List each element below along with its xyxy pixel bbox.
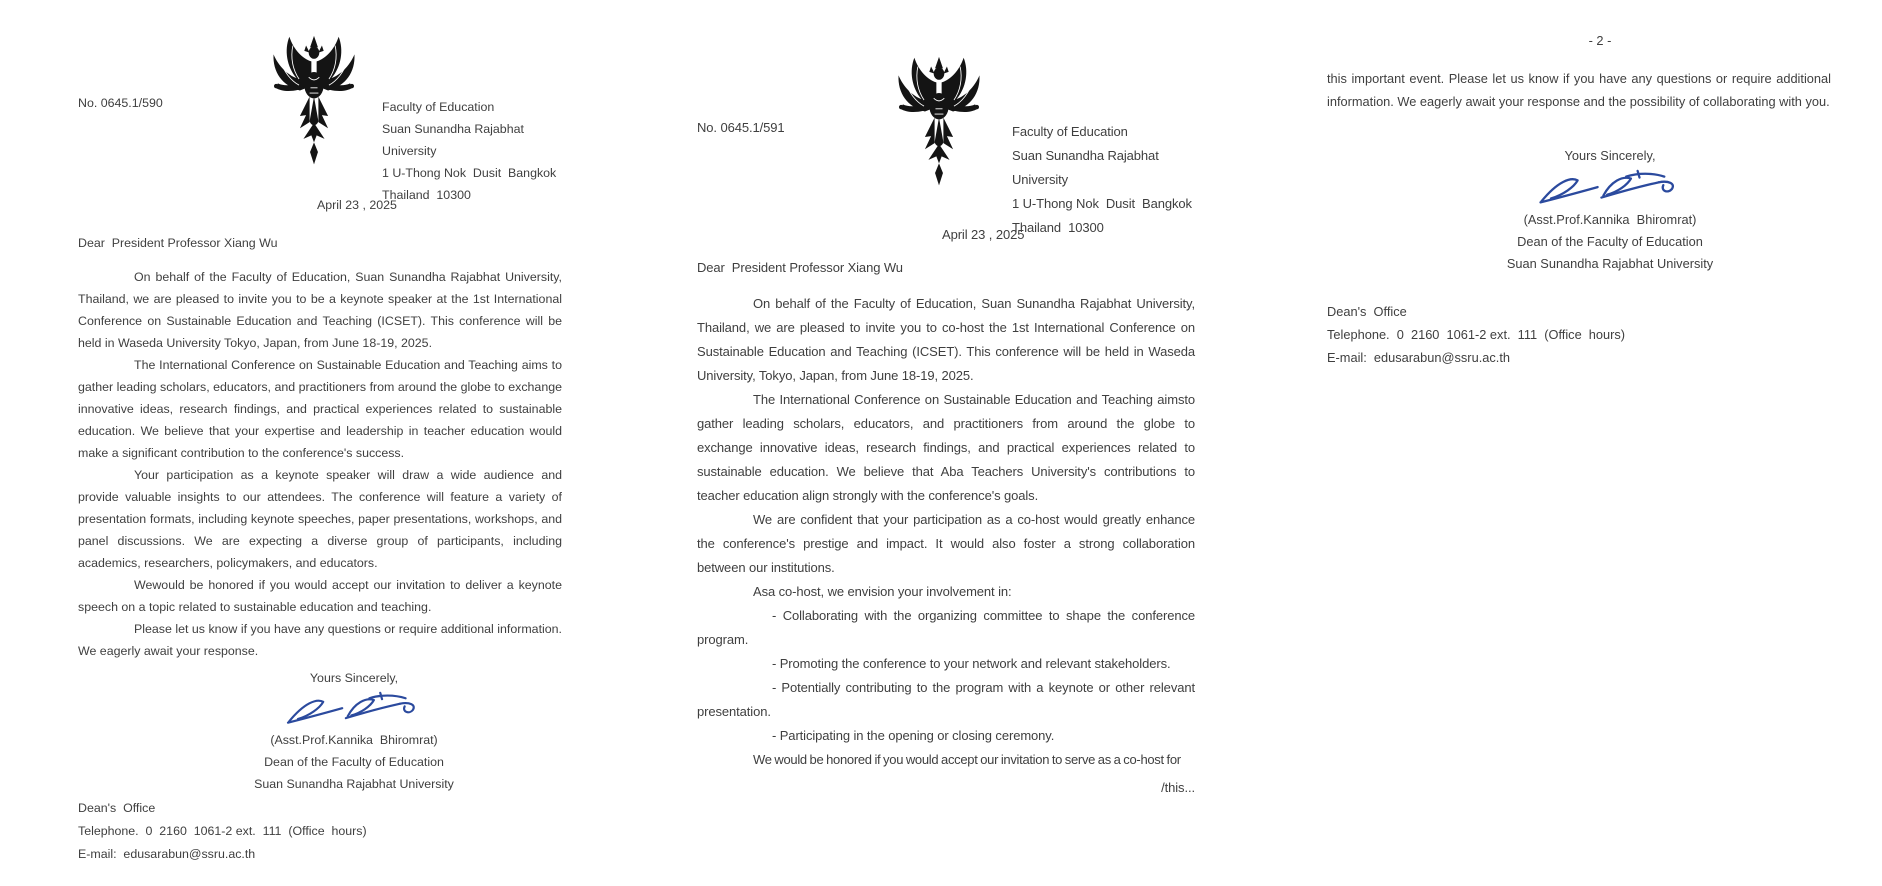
contact-block xyxy=(1327,300,1625,369)
paragraph: We are confident that your participation as a co-host would greatly enhance the conference's prestige and impact. It would also foster a strong collaboration between our institutions. xyxy=(697,512,1195,575)
signer-organization: Suan Sunandha Rajabhat University xyxy=(254,777,454,791)
sender-line: Thailand 10300 xyxy=(1012,220,1104,235)
contact-office: Dean's Office xyxy=(1327,304,1407,319)
salutation: Dear President Professor Xiang Wu xyxy=(697,260,903,275)
letter-date: April 23 , 2025 xyxy=(317,198,397,212)
paragraph: We would be honored if you would accept our invitation to serve as a co-host for xyxy=(753,752,1181,767)
signature-block xyxy=(1490,145,1730,275)
paragraph: this important event. Please let us know if you have any questions or require additional information. We eagerly await your response and the possibility of collaborating with you. xyxy=(1327,71,1831,109)
letter-page-3 xyxy=(1327,0,1831,886)
letter-body xyxy=(697,292,1195,772)
salutation: Dear President Professor Xiang Wu xyxy=(78,236,278,250)
paragraph: On behalf of the Faculty of Education, Suan Sunandha Rajabhat University, Thailand, we are pleased to invite you to be a keynote speaker at the 1st International Conference on Sustainable Education and Teaching (ICSET). This conference will be held in Waseda University Tokyo, Japan, from June 18-19, 2025. xyxy=(78,270,562,350)
sender-line: Faculty of Education xyxy=(1012,124,1128,139)
continuation-mark: /this... xyxy=(1161,780,1195,795)
letter-page-1 xyxy=(78,0,562,886)
thai-garuda-emblem xyxy=(270,26,358,176)
signature-block xyxy=(234,667,474,795)
letter-date: April 23 , 2025 xyxy=(942,227,1025,242)
reference-number: No. 0645.1/590 xyxy=(78,96,163,110)
signer-name: (Asst.Prof.Kannika Bhiromrat) xyxy=(270,733,438,747)
sender-line: Suan Sunandha Rajabhat University xyxy=(1012,148,1163,187)
thai-garuda-emblem xyxy=(895,47,983,197)
contact-block xyxy=(78,797,367,866)
paragraph: On behalf of the Faculty of Education, Suan Sunandha Rajabhat University, Thailand, we are pleased to invite you to co-host the 1st International Conference on Sustainable Education and Teaching (ICSET). This conference will be held in Waseda University, Tokyo, Japan, from June 18-19, 2025. xyxy=(697,296,1195,383)
closing-phrase: Yours Sincerely, xyxy=(309,671,399,685)
contact-email: E-mail: edusarabun@ssru.ac.th xyxy=(78,847,256,861)
sender-address xyxy=(1012,120,1195,240)
contact-office: Dean's Office xyxy=(78,801,156,815)
contact-telephone: Telephone. 0 2160 1061-2 ext. 111 (Office hours) xyxy=(78,824,367,838)
handwritten-signature xyxy=(285,691,423,729)
contact-telephone: Telephone. 0 2160 1061-2 ext. 111 (Office hours) xyxy=(1327,327,1626,342)
paragraph: The International Conference on Sustainable Education and Teaching aims to gather leading scholars, educators, and practitioners from around the globe to exchange innovative ideas, research findings, and practical experiences related to sustainable education. We believe that your expertise and leadership in teacher education would make a significant contribution to the conference's success. xyxy=(78,358,562,460)
paragraph: Your participation as a keynote speaker will draw a wide audience and provide valuable insights to our attendees. The conference will feature a variety of presentation formats, including keynote speeches, paper presentations, workshops, and panel discussions. We are expecting a diverse group of participants, including academics, researchers, policymakers, and educators. xyxy=(78,468,562,570)
letter-page-2 xyxy=(697,0,1195,886)
contact-email: E-mail: edusarabun@ssru.ac.th xyxy=(1327,350,1510,365)
bullet-item: - Potentially contributing to the program with a keynote or other relevant presentation. xyxy=(697,680,1195,719)
signer-organization: Suan Sunandha Rajabhat University xyxy=(1506,256,1714,271)
sender-line: Faculty of Education xyxy=(382,100,495,114)
paragraph: Wewould be honored if you would accept our invitation to deliver a keynote speech on a topic related to sustainable education and teaching. xyxy=(78,578,562,614)
closing-phrase: Yours Sincerely, xyxy=(1564,148,1656,163)
paragraph: The International Conference on Sustainable Education and Teaching aimsto gather leading scholars, educators, and practitioners from around the globe to exchange innovative ideas, research findings, and practical experiences related to sustainable education. We believe that Aba Teachers University's contributions to teacher education align strongly with the conference's goals. xyxy=(697,392,1195,503)
sender-line: Suan Sunandha Rajabhat University xyxy=(382,122,528,158)
bullet-item: - Participating in the opening or closing ceremony. xyxy=(772,728,1055,743)
signer-name: (Asst.Prof.Kannika Bhiromrat) xyxy=(1523,212,1697,227)
sender-address xyxy=(382,96,562,206)
page-number: - 2 - xyxy=(1588,33,1612,48)
paragraph: Asa co-host, we envision your involvement in: xyxy=(753,584,1012,599)
bullet-item: - Collaborating with the organizing committee to shape the conference program. xyxy=(697,608,1195,647)
signer-title: Dean of the Faculty of Education xyxy=(264,755,444,769)
reference-number: No. 0645.1/591 xyxy=(697,120,785,135)
paragraph: Please let us know if you have any questions or require additional information. We eagerly await your response. xyxy=(78,622,562,658)
sender-line: Thailand 10300 xyxy=(382,188,471,202)
sender-line: 1 U-Thong Nok Dusit Bangkok xyxy=(382,166,557,180)
letter-body xyxy=(1327,68,1831,113)
sender-line: 1 U-Thong Nok Dusit Bangkok xyxy=(1012,196,1192,211)
bullet-item: - Promoting the conference to your network and relevant stakeholders. xyxy=(772,656,1171,671)
letter-body xyxy=(78,266,562,662)
handwritten-signature xyxy=(1536,169,1684,209)
signer-title: Dean of the Faculty of Education xyxy=(1517,234,1703,249)
